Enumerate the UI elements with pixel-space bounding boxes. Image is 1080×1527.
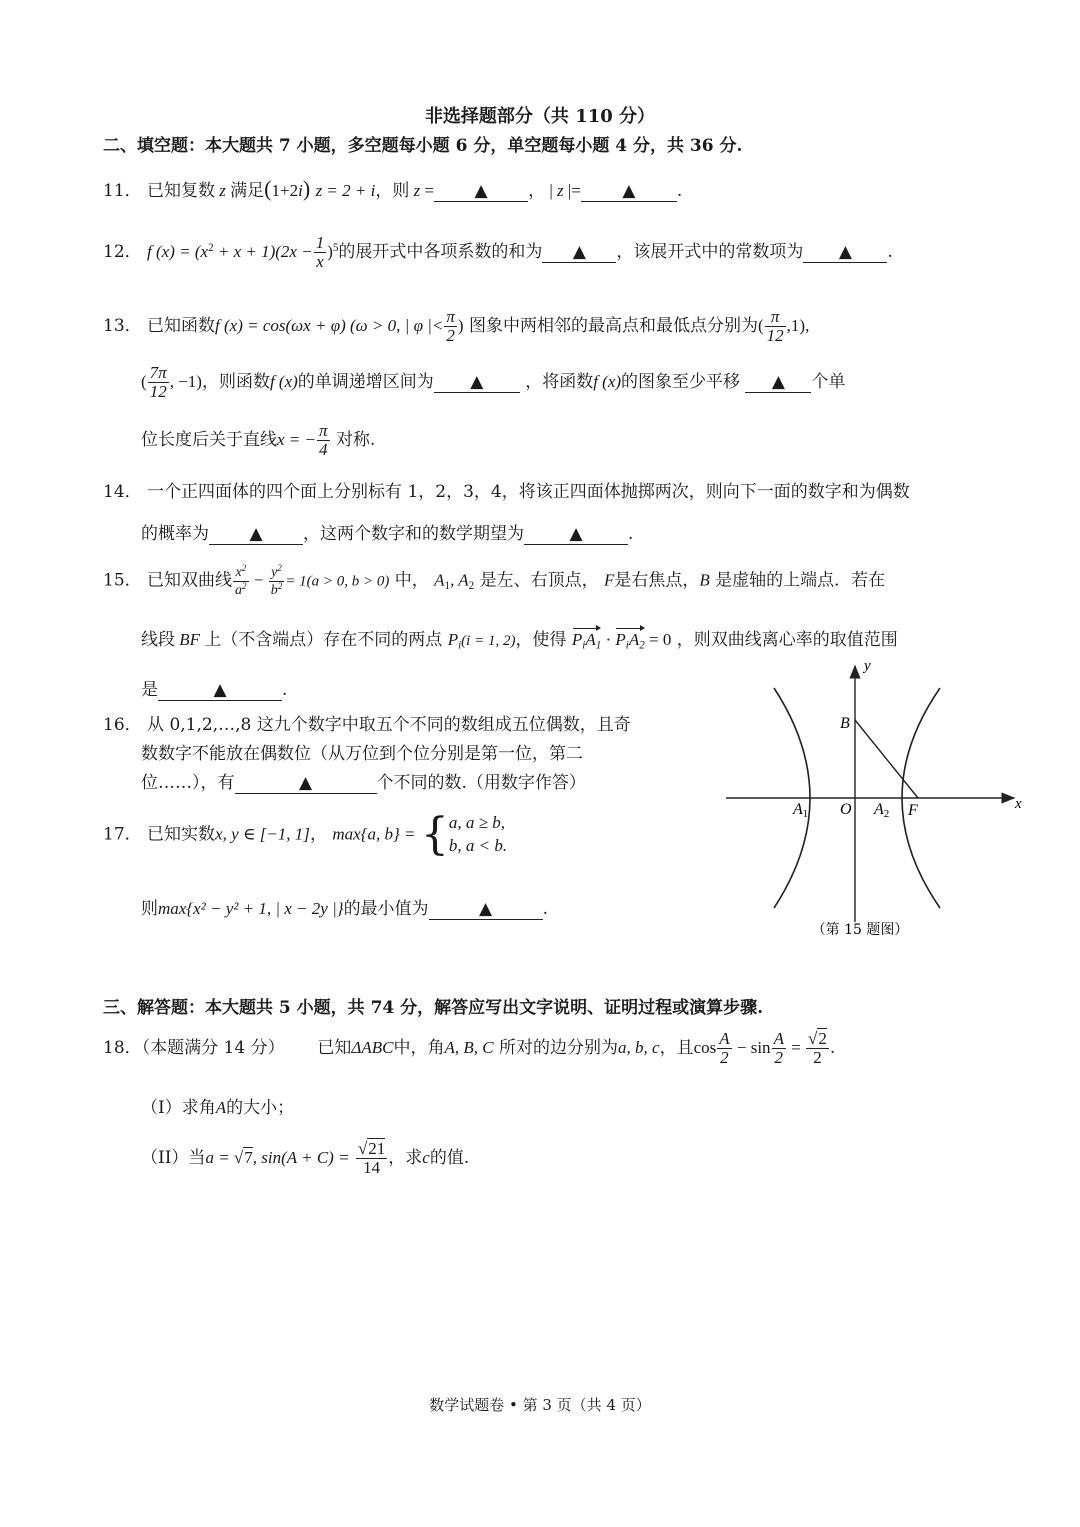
hyperbola-figure [722,660,1032,950]
answer-blank[interactable]: ▲ [581,182,677,202]
figure-caption: （第 15 题图） [811,922,909,938]
question-13-line2: ( $\frac{7\pi}{12}$ , −1)，则函数f (x)的单调递增区间为 ▲ ，将函数f (x)的图象至少平移 ▲ 个单 [141,363,846,401]
label-B: B [840,715,850,732]
question-16-line3: 位……），有 ▲ 个不同的数.（用数字作答） [141,773,586,793]
fraction: $\frac{1}{x}$ [315,233,325,271]
question-18-part2: （II）当a = √7, sin(A + C) = $\frac{√21}{14}$ ，求c的值. [141,1139,470,1177]
question-13: 13． 已知函数f (x) = cos(ωx + φ) (ω > 0, | φ |< $\frac{\pi}{2}$ ) 图象中两相邻的最高点和最低点分别为( $\frac{\pi}{12}$ ,1), [103,307,810,345]
question-13-line3: 位长度后关于直线x = − $\frac{\pi}{4}$ 对称. [141,421,376,459]
label-O: O [840,801,852,818]
answer-blank[interactable]: ▲ [209,525,303,545]
answer-blank[interactable]: ▲ [429,900,543,920]
question-15: 15． 已知双曲线 $\frac{x^2}{a^2}$ − $\frac{y^2}{b^2}$ = 1(a > 0, b > 0) 中， $A_1$, $A_2$ 是左、右顶点， F是右焦点，B 是虚轴的上端点．若在 [103,563,886,598]
label-x: x [1015,796,1022,812]
answer-blank[interactable]: ▲ [524,525,628,545]
answer-blank[interactable]: ▲ [745,373,811,393]
question-number: 11． [103,181,142,201]
answer-blank[interactable]: ▲ [158,681,282,701]
question-18: 18．（本题满分 14 分） 已知ΔABC中，角A, B, C 所对的边分别为a, b, c，且cos $\frac{A}{2}$ − sin $\frac{A}{2}$ = $\frac{√2}{2}$ . [103,1029,836,1067]
question-14: 14． 一个正四面体的四个面上分别标有 1，2，3，4，将该正四面体抛掷两次，则向下一面的数字和为偶数 [103,482,910,502]
section2-title: 二、填空题：本大题共 7 小题，多空题每小题 6 分，单空题每小题 4 分，共 36 分. [103,136,743,156]
question-18-part1: （I）求角A的大小； [141,1098,295,1118]
answer-blank[interactable]: ▲ [542,243,616,263]
question-14-line2: 的概率为 ▲ ，这两个数字和的数学期望为 ▲ . [141,524,634,544]
vector-PA1: $P_iA_1$ [571,630,602,652]
question-15-line3: 是 ▲ . [141,680,288,700]
part-title: 非选择题部分（共 110 分） [424,106,656,127]
label-F: F [908,802,918,819]
question-16-line2: 数数字不能放在偶数位（从万位到个位分别是第一位，第二 [141,744,583,764]
answer-blank[interactable]: ▲ [803,243,887,263]
label-A1: A1 [793,801,809,820]
segment-BF [855,720,918,798]
answer-blank[interactable]: ▲ [235,774,377,794]
question-11: 11． 已知复数 z 满足(1+2i) z = 2 + i，则 z = ▲ ， | z |= ▲ . [103,176,683,201]
question-15-line2: 线段 BF 上（不含端点）存在不同的两点 $P_i(i = 1$, 2)，使得 $P_iA_1 \cdot P_iA_2 = 0$ ，则双曲线离心率的取值范围 [141,630,898,652]
answer-blank[interactable]: ▲ [434,182,528,202]
label-y: y [864,660,871,674]
question-16: 16． 从 0,1,2,…,8 这九个数字中取五个不同的数组成五位偶数，且奇 [103,715,631,735]
question-17-line2: 则max{x² − y² + 1, | x − 2y |}的最小值为 ▲ . [141,899,548,919]
section3-title: 三、解答题：本大题共 5 小题，共 74 分，解答应写出文字说明、证明过程或演算步骤. [103,998,764,1018]
label-A2: A2 [874,801,890,820]
question-17: 17． 已知实数x, y ∈ [−1, 1]， max{a, b} = { a, a ≥ b, b, a < b. [103,808,508,860]
page-footer: 数学试题卷 • 第 3 页（共 4 页） [429,1396,651,1414]
vector-PA2: $P_iA_2$ [615,630,645,652]
question-12: 12． f $(x) = (x^2 + x + 1)(2x$ − $\frac{1}{x}$ )$^5$的展开式中各项系数的和为 ▲ ，该展开式中的常数项为 ▲ . [103,233,893,271]
answer-blank[interactable]: ▲ [434,373,520,393]
